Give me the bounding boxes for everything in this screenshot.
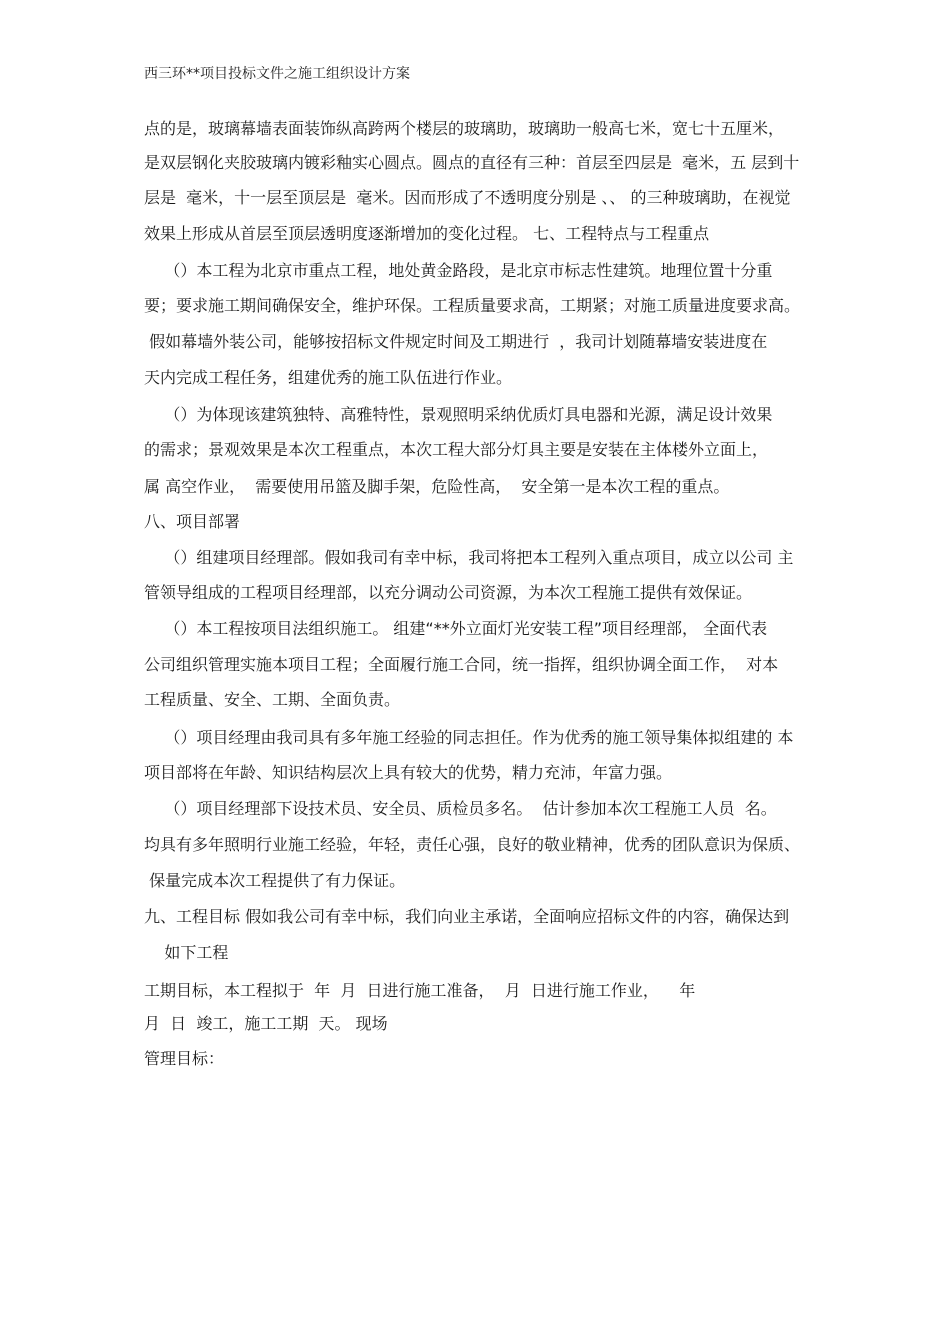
- page-header: 西三环**项目投标文件之施工组织设计方案: [144, 66, 410, 82]
- body-line: （）项目经理由我司具有多年施工经验的同志担任。作为优秀的施工领导集体拟组建的 本: [144, 728, 794, 747]
- body-line: 月 日 竣工，施工工期 天。 现场: [144, 1014, 388, 1033]
- body-line: 如下工程: [144, 943, 229, 962]
- body-line: 效果上形成从首层至顶层透明度逐渐增加的变化过程。 七、工程特点与工程重点: [144, 224, 710, 243]
- body-line: 保量完成本次工程提供了有力保证。: [144, 871, 406, 890]
- section-heading: 八、项目部署: [144, 512, 241, 531]
- body-line: （）组建项目经理部。假如我司有幸中标，我司将把本工程列入重点项目，成立以公司 主: [144, 548, 794, 567]
- body-line: 管理目标：: [144, 1049, 225, 1068]
- body-line: 工程质量、安全、工期、全面负责。: [144, 690, 401, 709]
- body-line: 点的是，玻璃幕墙表面装饰纵高跨两个楼层的玻璃助，玻璃助一般高七米，宽七十五厘米，: [144, 119, 785, 138]
- body-line: （）本工程为北京市重点工程，地处黄金路段，是北京市标志性建筑。地理位置十分重: [144, 261, 773, 280]
- body-line: 假如幕墙外装公司，能够按招标文件规定时间及工期进行 ，我司计划随幕墙安装进度在: [144, 332, 768, 351]
- body-line: 公司组织管理实施本项目工程；全面履行施工合同，统一指挥，组织协调全面工作， 对本: [144, 655, 779, 674]
- body-line: （）项目经理部下设技术员、安全员、质检员多名。 估计参加本次工程施工人员 名。: [144, 799, 777, 818]
- body-line: （）本工程按项目法组织施工。 组建“**外立面灯光安装工程”项目经理部， 全面代表: [144, 619, 768, 638]
- body-line: 是双层钢化夹胶玻璃内镀彩釉实心圆点。圆点的直径有三种：首层至四层是 毫米，五 层到十: [144, 153, 800, 172]
- body-line: 项目部将在年龄、知识结构层次上具有较大的优势，精力充沛，年富力强。: [144, 763, 673, 782]
- body-line: 属 高空作业， 需要使用吊篮及脚手架，危险性高， 安全第一是本次工程的重点。: [144, 477, 730, 496]
- body-line: 均具有多年照明行业施工经验，年轻，责任心强，良好的敬业精神，优秀的团队意识为保质、: [144, 835, 801, 854]
- body-line: 天内完成工程任务，组建优秀的施工队伍进行作业。: [144, 368, 513, 387]
- body-line: 的需求；景观效果是本次工程重点，本次工程大部分灯具主要是安装在主体楼外立面上，: [144, 440, 769, 459]
- body-line: 工期目标，本工程拟于 年 月 日进行施工准备， 月 日进行施工作业， 年: [144, 981, 696, 1000]
- section-heading: 九、工程目标 假如我公司有幸中标，我们向业主承诺，全面响应招标文件的内容，确保达到: [144, 907, 790, 926]
- body-line: 要；要求施工期间确保安全，维护环保。工程质量要求高，工期紧；对施工质量进度要求高。: [144, 296, 801, 315]
- body-line: （）为体现该建筑独特、高雅特性，景观照明采纳优质灯具电器和光源，满足设计效果: [144, 405, 773, 424]
- body-line: 管领导组成的工程项目经理部，以充分调动公司资源，为本次工程施工提供有效保证。: [144, 583, 753, 602]
- body-line: 层是 毫米，十一层至顶层是 毫米。因而形成了不透明度分别是 、、 的三种玻璃助，在视觉: [144, 188, 791, 207]
